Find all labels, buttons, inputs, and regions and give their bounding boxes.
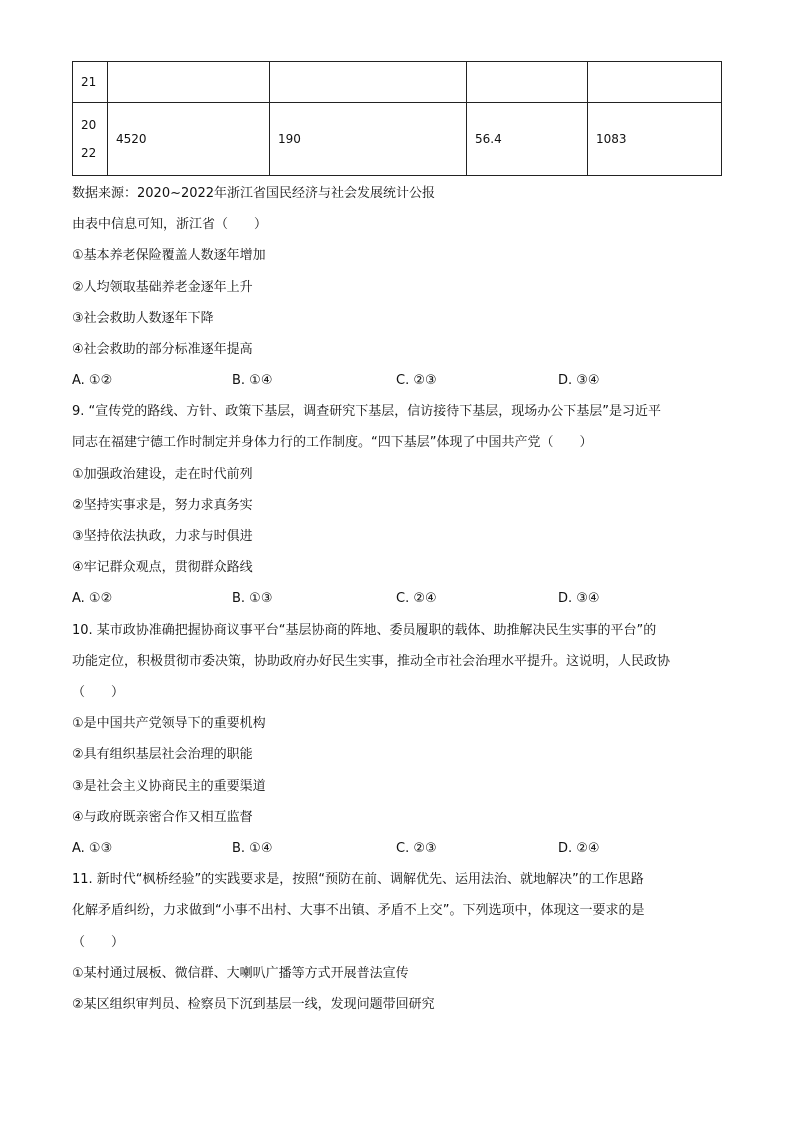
q8-option-d[interactable]: D. ③④ bbox=[558, 373, 600, 388]
q11-stem-line-1: 11. 新时代“枫桥经验”的实践要求是，按照“预防在前、调解优先、运用法治、就地解决”的工作思路 bbox=[72, 872, 644, 887]
q9-item-3: ③坚持依法执政，力求与时俱进 bbox=[72, 529, 253, 544]
q11-stem-line-2: 化解矛盾纠纷，力求做到“小事不出村、大事不出镇、矛盾不上交”。下列选项中，体现这一要求的是 bbox=[72, 903, 645, 918]
q10-option-d[interactable]: D. ②④ bbox=[558, 841, 600, 856]
q8-item-3: ③社会救助人数逐年下降 bbox=[72, 311, 214, 326]
q10-stem-line-1: 10. 某市政协准确把握协商议事平台“基层协商的阵地、委员履职的载体、助推解决民生实事的平台”的 bbox=[72, 623, 657, 638]
year-cell bbox=[73, 103, 108, 176]
table-cell: 190 bbox=[270, 103, 467, 176]
q10-option-b[interactable]: B. ①④ bbox=[232, 841, 273, 856]
table-cell: 56.4 bbox=[467, 103, 588, 176]
q9-option-c[interactable]: C. ②④ bbox=[396, 591, 437, 606]
q10-item-4: ④与政府既亲密合作又相互监督 bbox=[72, 810, 253, 825]
statistics-table bbox=[72, 61, 722, 176]
table-row bbox=[73, 103, 722, 176]
year-top: 20 bbox=[81, 118, 97, 132]
table-cell bbox=[270, 62, 467, 103]
table-cell bbox=[467, 62, 588, 103]
q9-item-2: ②坚持实事求是，努力求真务实 bbox=[72, 498, 253, 513]
q8-item-4: ④社会救助的部分标准逐年提高 bbox=[72, 342, 253, 357]
table-row bbox=[73, 62, 722, 103]
table-cell: 4520 bbox=[108, 103, 270, 176]
q10-item-3: ③是社会主义协商民主的重要渠道 bbox=[72, 779, 266, 794]
q8-option-b[interactable]: B. ①④ bbox=[232, 373, 273, 388]
q9-stem-line-1: 9. “宣传党的路线、方针、政策下基层，调查研究下基层，信访接待下基层，现场办公下基层”是习近平 bbox=[72, 404, 662, 419]
table-cell bbox=[588, 62, 722, 103]
q8-item-1: ①基本养老保险覆盖人数逐年增加 bbox=[72, 248, 266, 263]
q10-stem-line-3: （ ） bbox=[72, 685, 125, 700]
q8-item-2: ②人均领取基础养老金逐年上升 bbox=[72, 280, 253, 295]
q11-item-2: ②某区组织审判员、检察员下沉到基层一线，发现问题带回研究 bbox=[72, 997, 435, 1012]
q9-option-b[interactable]: B. ①③ bbox=[232, 591, 273, 606]
q9-item-4: ④牢记群众观点，贯彻群众路线 bbox=[72, 560, 253, 575]
q9-stem-line-2: 同志在福建宁德工作时制定并身体力行的工作制度。“四下基层”体现了中国共产党（ ） bbox=[72, 435, 593, 450]
table-cell: 1083 bbox=[588, 103, 722, 176]
q9-item-1: ①加强政治建设，走在时代前列 bbox=[72, 467, 253, 482]
q10-option-c[interactable]: C. ②③ bbox=[396, 841, 437, 856]
q8-option-c[interactable]: C. ②③ bbox=[396, 373, 437, 388]
q10-item-1: ①是中国共产党领导下的重要机构 bbox=[72, 716, 266, 731]
q8-stem: 由表中信息可知，浙江省（ ） bbox=[72, 217, 268, 232]
q10-option-a[interactable]: A. ①③ bbox=[72, 841, 113, 856]
q9-option-d[interactable]: D. ③④ bbox=[558, 591, 600, 606]
q9-option-a[interactable]: A. ①② bbox=[72, 591, 113, 606]
q11-stem-line-3: （ ） bbox=[72, 935, 125, 950]
q11-item-1: ①某村通过展板、微信群、大喇叭广播等方式开展普法宣传 bbox=[72, 966, 409, 981]
table-cell bbox=[108, 62, 270, 103]
year-bottom: 22 bbox=[81, 146, 97, 160]
q10-item-2: ②具有组织基层社会治理的职能 bbox=[72, 747, 253, 762]
year-cell: 21 bbox=[73, 62, 108, 103]
q8-option-a[interactable]: A. ①② bbox=[72, 373, 113, 388]
q10-stem-line-2: 功能定位，积极贯彻市委决策，协助政府办好民生实事，推动全市社会治理水平提升。这说明，人民政协 bbox=[72, 654, 671, 669]
data-source: 数据来源：2020~2022年浙江省国民经济与社会发展统计公报 bbox=[72, 186, 436, 201]
